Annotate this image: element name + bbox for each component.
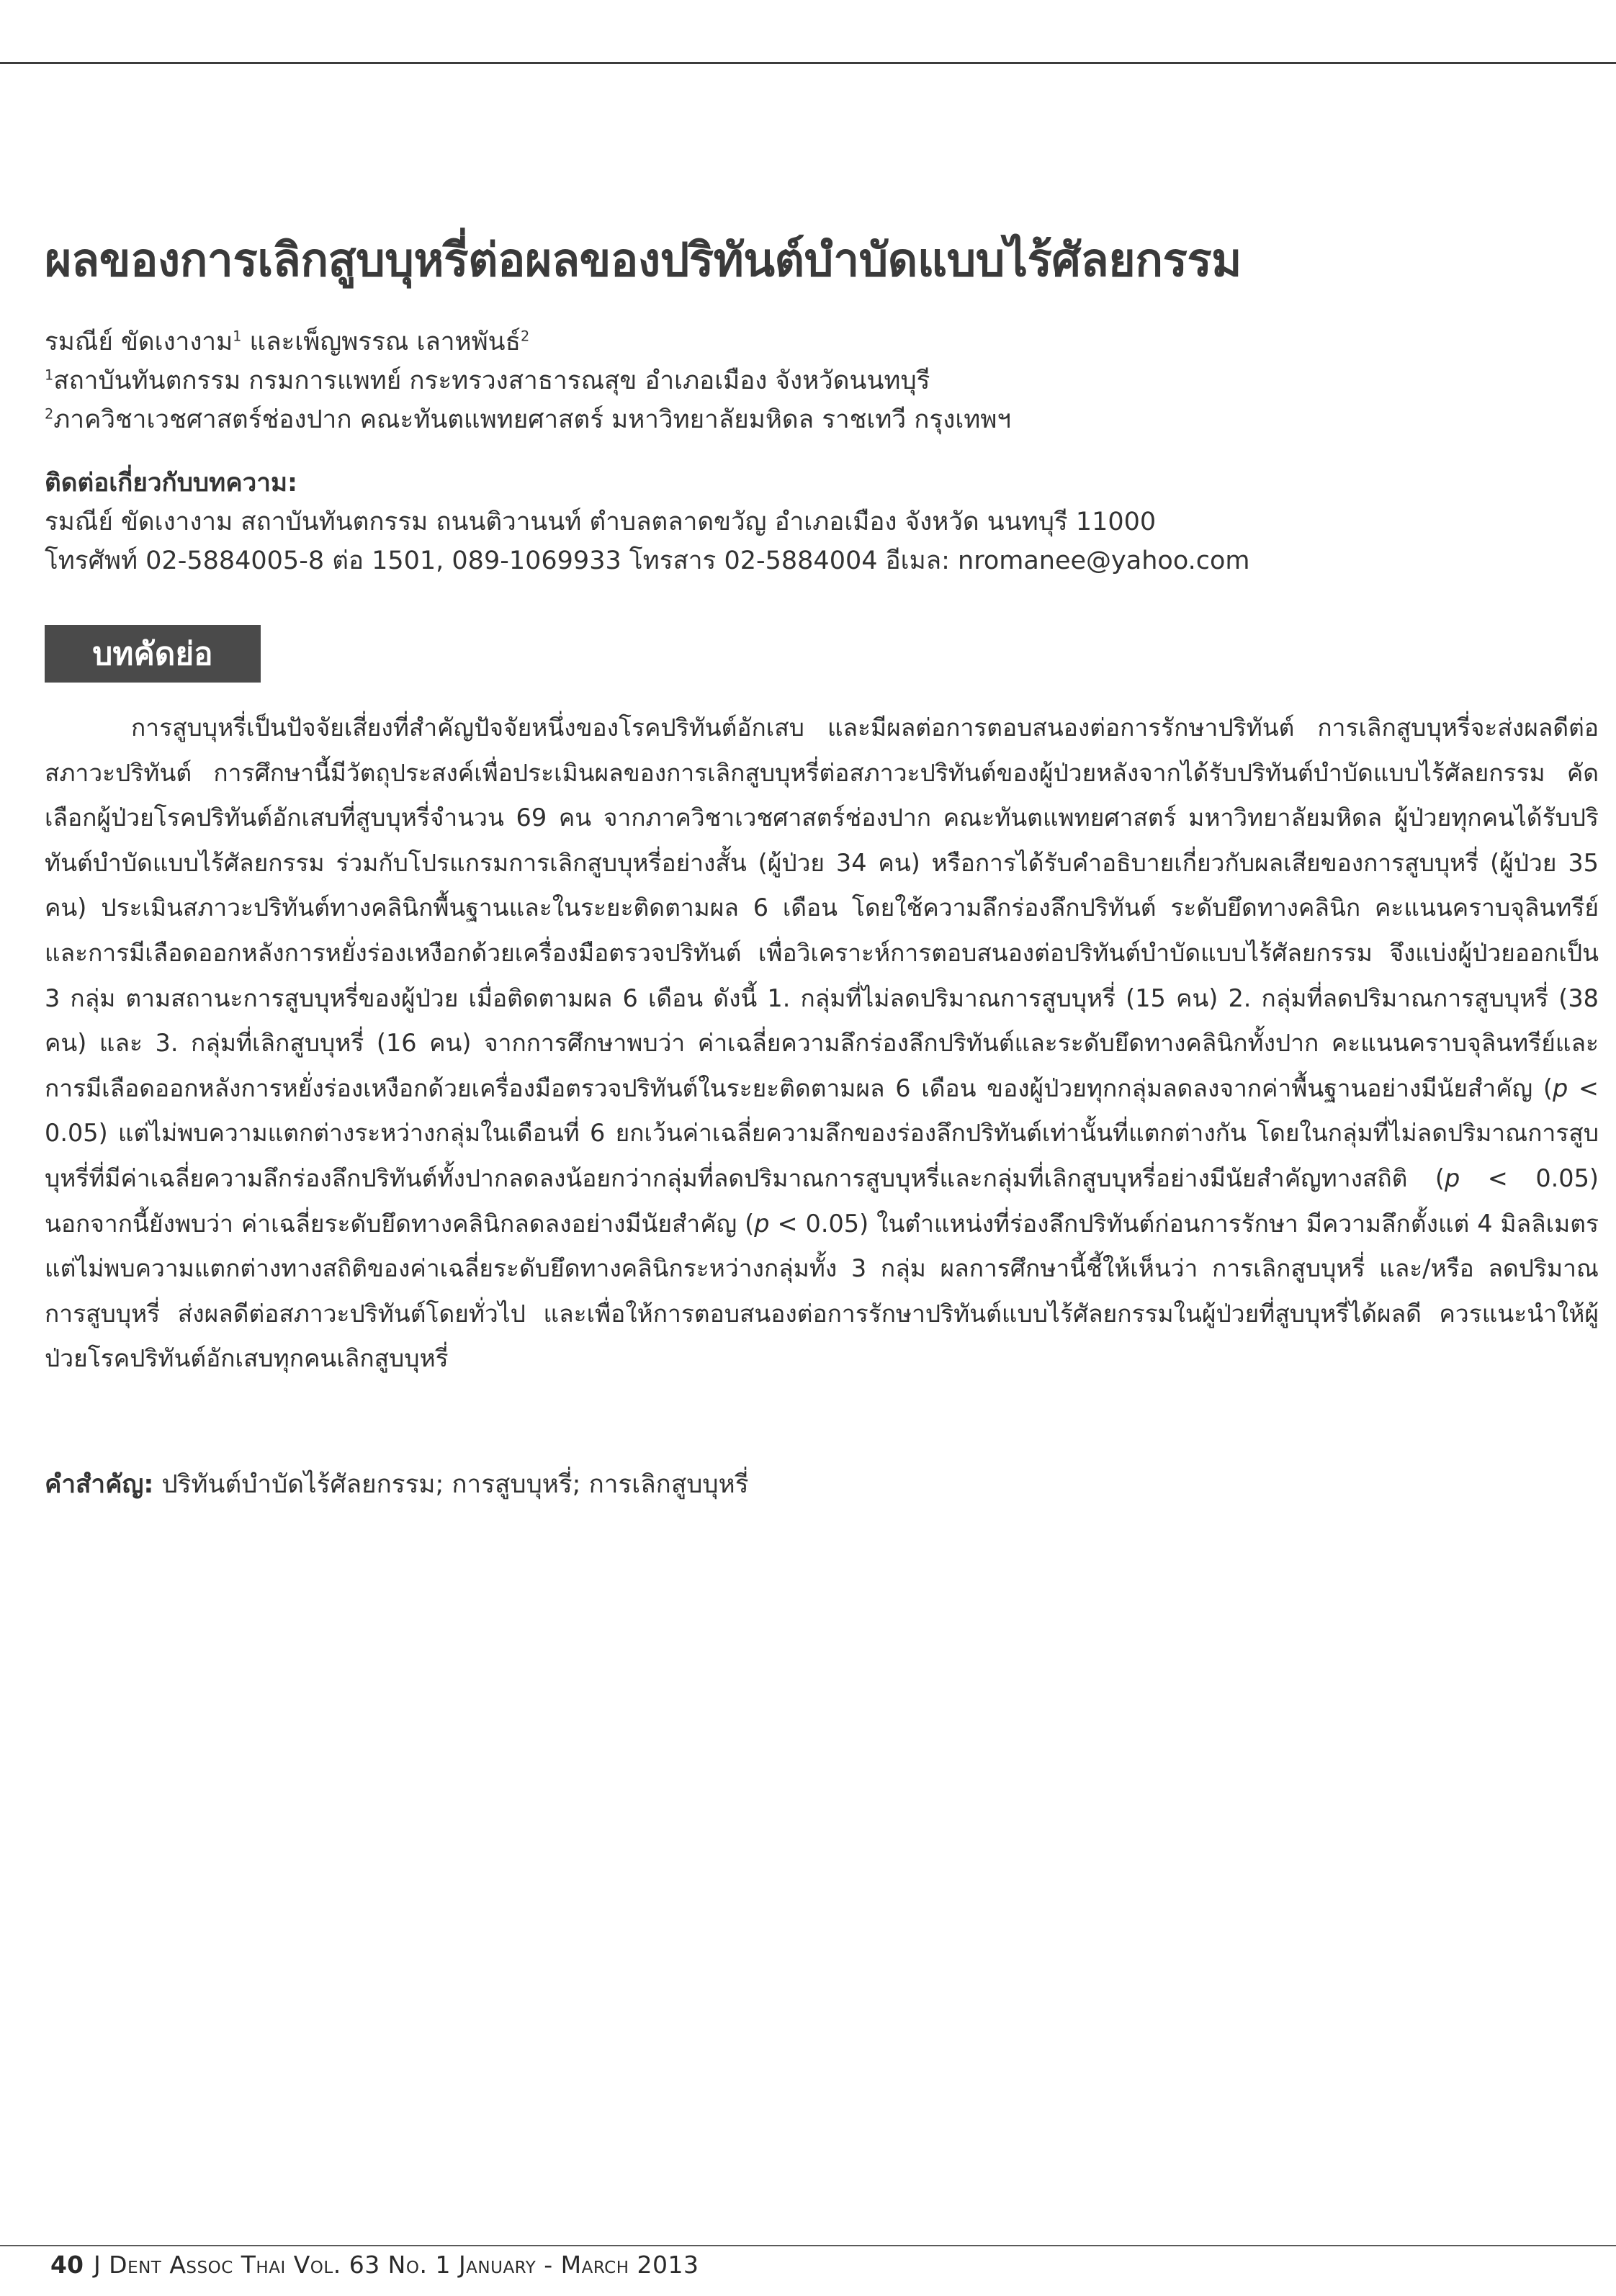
affiliation-2 [45, 400, 1600, 439]
abstract-text-part-1: การสูบบุหรี่เป็นปัจจัยเสี่ยงที่สำคัญปัจจัยหนึ่งของโรคปริทันต์อักเสบ และมีผลต่อการตอบสนองต่อการรักษาปริทันต์ การเลิกสูบบุหรี่จะส่งผลดีต่อสภาวะปริทันต์ การศึกษานี้มีวัตถุประสงค์เพื่อประเมินผลของการเลิกสูบบุหรี่ต่อสภาวะปริทันต์ของผู้ป่วยหลังจากได้รับปริทันต์บำบัดแบบไร้ศัลยกรรม คัดเลือกผู้ป่วยโรคปริทันต์อักเสบที่สูบบุหรี่จำนวน 69 คน จากภาควิชาเวชศาสตร์ช่องปาก คณะทันตแพทยศาสตร์ มหาวิทยาลัยมหิดล ผู้ป่วยทุกคนได้รับปริทันต์บำบัดแบบไร้ศัลยกรรม ร่วมกับโปรแกรมการเลิกสูบบุหรี่อย่างสั้น (ผู้ป่วย 34 คน) หรือการได้รับคำอธิบายเกี่ยวกับผลเสียของการสูบบุหรี่ (ผู้ป่วย 35 คน) ประเมินสภาวะปริทันต์ทางคลินิกพื้นฐานและในระยะติดตามผล 6 เดือน โดยใช้ความลึกร่องลึกปริทันต์ ระดับยึดทางคลินิก คะแนนคราบจุลินทรีย์ และการมีเลือดออกหลังการหยั่งร่องเหงือกด้วยเครื่องมือตรวจปริทันต์ เพื่อวิเคราะห์การตอบสนองต่อปริทันต์บำบัดแบบไร้ศัลยกรรม จึงแบ่งผู้ป่วยออกเป็น 3 กลุ่ม ตามสถานะการสูบบุหรี่ของผู้ป่วย เมื่อติดตามผล 6 เดือน ดังนี้ 1. กลุ่มที่ไม่ลดปริมาณการสูบบุหรี่ (15 คน) 2. กลุ่มที่ลดปริมาณการสูบบุหรี่ (38 คน) และ 3. กลุ่มที่เลิกสูบบุหรี่ (16 คน) จากการศึกษาพบว่า ค่าเฉลี่ยความลึกร่องลึกปริทันต์และระดับยึดทางคลินิกทั้งปาก คะแนนคราบจุลินทรีย์และการมีเลือดออกหลังการหยั่งร่องเหงือกด้วยเครื่องมือตรวจปริทันต์ในระยะติดตามผล 6 เดือน ของผู้ป่วยทุกกลุ่มลดลงจากค่าพื้นฐานอย่างมีนัยสำคัญ ( [45, 713, 1599, 1102]
abstract-heading: บทคัดย่อ [45, 625, 261, 683]
keywords-text: ปริทันต์บำบัดไร้ศัลยกรรม; การสูบบุหรี่; การเลิกสูบบุหรี่ [153, 1470, 749, 1499]
footer-rule [0, 2245, 1616, 2246]
author-conjunction: และ [241, 328, 295, 356]
journal-citation: J Dent Assoc Thai Vol. 63 No. 1 January - March 2013 [93, 2251, 699, 2279]
author-block [45, 323, 1600, 439]
author-1-name: รมณีย์ ขัดเงางาม [45, 328, 233, 356]
author-line [45, 323, 1600, 361]
affiliation-1-text: สถาบันทันตกรรม กรมการแพทย์ กระทรวงสาธารณสุข อำเภอเมือง จังหวัดนนทบุรี [53, 366, 930, 395]
p-value-symbol-2: p [1444, 1163, 1460, 1192]
abstract-body [45, 706, 1599, 1382]
affiliation-1-mark: 1 [45, 366, 54, 384]
abstract-text-part-3: < 0.05) นอกจากนี้ยังพบว่า ค่าเฉลี่ยระดับยึดทางคลินิกลดลงอย่างมีนัยสำคัญ ( [45, 1163, 1599, 1238]
contact-heading: ติดต่อเกี่ยวกับบทความ: [45, 469, 298, 498]
p-value-symbol-3: p [754, 1209, 770, 1238]
keywords-label: คำสำคัญ: [45, 1470, 154, 1499]
author-2-name: เพ็ญพรรณ เลาหพันธ์ [295, 328, 521, 356]
affiliation-2-text: ภาควิชาเวชศาสตร์ช่องปาก คณะทันตแพทยศาสตร์ มหาวิทยาลัยมหิดล ราชเทวี กรุงเทพฯ [53, 405, 1012, 434]
keywords-line [45, 1465, 1600, 1504]
affiliation-1 [45, 361, 1600, 400]
author-1-affiliation-mark: 1 [233, 328, 242, 345]
affiliation-2-mark: 2 [45, 405, 54, 423]
abstract-text-part-4: < 0.05) ในตำแหน่งที่ร่องลึกปริทันต์ก่อนการรักษา มีความลึกตั้งแต่ 4 มิลลิเมตร แต่ไม่พบความแตกต่างทางสถิติของค่าเฉลี่ยระดับยึดทางคลินิกระหว่างกลุ่มทั้ง 3 กลุ่ม ผลการศึกษานี้ชี้ให้เห็นว่า การเลิกสูบบุหรี่ และ/หรือ ลดปริมาณการสูบบุหรี่ ส่งผลดีต่อสภาวะปริทันต์โดยทั่วไป และเพื่อให้การตอบสนองต่อการรักษาปริทันต์แบบไร้ศัลยกรรมในผู้ป่วยที่สูบบุหรี่ได้ผลดี ควรแนะนำให้ผู้ป่วยโรคปริทันต์อักเสบทุกคนเลิกสูบบุหรี่ [45, 1209, 1599, 1373]
article-title: ผลของการเลิกสูบบุหรี่ต่อผลของปริทันต์บำบัดแบบไร้ศัลยกรรม [45, 234, 1242, 287]
header-rule [0, 62, 1616, 64]
p-value-symbol-1: p [1552, 1073, 1568, 1102]
contact-block [45, 464, 1600, 580]
contact-address: รมณีย์ ขัดเงางาม สถาบันทันตกรรม ถนนติวานนท์ ตำบลตลาดขวัญ อำเภอเมือง จังหวัด นนทบุรี 11000 [45, 508, 1157, 536]
author-2-affiliation-mark: 2 [520, 328, 530, 345]
page-footer [50, 2248, 699, 2282]
page-number: 40 [50, 2251, 84, 2279]
abstract-text-part-2: < 0.05) แต่ไม่พบความแตกต่างระหว่างกลุ่มในเดือนที่ 6 ยกเว้นค่าเฉลี่ยความลึกของร่องลึกปริทันต์เท่านั้นที่แตกต่างกัน โดยในกลุ่มที่ไม่ลดปริมาณการสูบบุหรี่ที่มีค่าเฉลี่ยความลึกร่องลึกปริทันต์ทั้งปากลดลงน้อยกว่ากลุ่มที่ลดปริมาณการสูบบุหรี่และกลุ่มที่เลิกสูบบุหรี่อย่างมีนัยสำคัญทางสถิติ ( [45, 1073, 1599, 1192]
contact-phone-email: โทรศัพท์ 02-5884005-8 ต่อ 1501, 089-1069933 โทรสาร 02-5884004 อีเมล: nromanee@yahoo.com [45, 546, 1250, 575]
